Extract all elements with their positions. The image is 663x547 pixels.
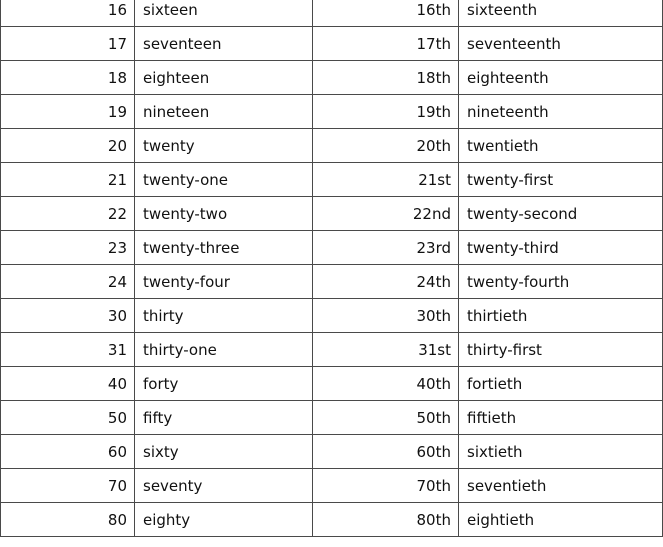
ordinal-word-cell: sixteenth: [459, 0, 663, 27]
cardinal-number-cell: 80: [1, 503, 135, 537]
cardinal-number-cell: 50: [1, 401, 135, 435]
ordinal-word-cell: sixtieth: [459, 435, 663, 469]
cardinal-word-cell: twenty-two: [135, 197, 313, 231]
table-row: [1, 95, 663, 129]
table-row: [1, 129, 663, 163]
ordinal-word-cell: thirtieth: [459, 299, 663, 333]
cardinal-word-cell: sixteen: [135, 0, 313, 27]
cardinal-number-cell: 16: [1, 0, 135, 27]
ordinal-word-cell: eightieth: [459, 503, 663, 537]
cardinal-word-cell: thirty: [135, 299, 313, 333]
ordinal-word-cell: seventeenth: [459, 27, 663, 61]
cardinal-number-cell: 20: [1, 129, 135, 163]
cardinal-word-cell: thirty-one: [135, 333, 313, 367]
table-row: [1, 0, 663, 27]
ordinal-word-cell: eighteenth: [459, 61, 663, 95]
cardinal-word-cell: seventeen: [135, 27, 313, 61]
table-row: [1, 231, 663, 265]
table-row: [1, 401, 663, 435]
ordinal-word-cell: twenty-fourth: [459, 265, 663, 299]
cardinal-word-cell: nineteen: [135, 95, 313, 129]
cardinal-number-cell: 23: [1, 231, 135, 265]
ordinal-word-cell: twenty-second: [459, 197, 663, 231]
ordinal-number-cell: 24th: [313, 265, 459, 299]
ordinal-number-cell: 16th: [313, 0, 459, 27]
table-row: [1, 435, 663, 469]
cardinal-word-cell: forty: [135, 367, 313, 401]
cardinal-number-cell: 40: [1, 367, 135, 401]
cardinal-number-cell: 21: [1, 163, 135, 197]
cardinal-number-cell: 30: [1, 299, 135, 333]
ordinal-number-cell: 50th: [313, 401, 459, 435]
ordinal-word-cell: thirty-first: [459, 333, 663, 367]
table-row: [1, 299, 663, 333]
cardinal-number-cell: 70: [1, 469, 135, 503]
ordinal-number-cell: 20th: [313, 129, 459, 163]
cardinal-word-cell: eighteen: [135, 61, 313, 95]
cardinal-number-cell: 31: [1, 333, 135, 367]
cardinal-number-cell: 17: [1, 27, 135, 61]
table-row: [1, 367, 663, 401]
table-row: [1, 469, 663, 503]
cardinal-number-cell: 24: [1, 265, 135, 299]
ordinal-word-cell: fiftieth: [459, 401, 663, 435]
cardinal-word-cell: twenty-one: [135, 163, 313, 197]
table-row: [1, 197, 663, 231]
table-row: [1, 333, 663, 367]
ordinal-number-cell: 30th: [313, 299, 459, 333]
cardinal-number-cell: 60: [1, 435, 135, 469]
ordinal-number-cell: 23rd: [313, 231, 459, 265]
cardinal-word-cell: twenty-three: [135, 231, 313, 265]
cardinal-word-cell: twenty-four: [135, 265, 313, 299]
ordinal-number-cell: 40th: [313, 367, 459, 401]
table-row: [1, 265, 663, 299]
table-row: [1, 27, 663, 61]
table-row: [1, 503, 663, 537]
cardinal-number-cell: 22: [1, 197, 135, 231]
ordinal-number-cell: 19th: [313, 95, 459, 129]
ordinal-word-cell: twenty-first: [459, 163, 663, 197]
cardinal-word-cell: eighty: [135, 503, 313, 537]
ordinal-word-cell: twenty-third: [459, 231, 663, 265]
ordinal-word-cell: fortieth: [459, 367, 663, 401]
cardinal-word-cell: seventy: [135, 469, 313, 503]
cardinal-number-cell: 19: [1, 95, 135, 129]
table-row: [1, 163, 663, 197]
cardinal-number-cell: 18: [1, 61, 135, 95]
ordinal-word-cell: twentieth: [459, 129, 663, 163]
ordinal-number-cell: 80th: [313, 503, 459, 537]
table-row: [1, 61, 663, 95]
ordinal-number-cell: 60th: [313, 435, 459, 469]
number-table-body: [1, 0, 663, 537]
ordinal-word-cell: seventieth: [459, 469, 663, 503]
ordinal-number-cell: 31st: [313, 333, 459, 367]
cardinal-word-cell: twenty: [135, 129, 313, 163]
ordinal-number-cell: 22nd: [313, 197, 459, 231]
ordinal-number-cell: 21st: [313, 163, 459, 197]
cardinal-word-cell: sixty: [135, 435, 313, 469]
ordinal-number-cell: 17th: [313, 27, 459, 61]
ordinal-number-cell: 70th: [313, 469, 459, 503]
cardinal-word-cell: fifty: [135, 401, 313, 435]
ordinal-word-cell: nineteenth: [459, 95, 663, 129]
ordinal-number-cell: 18th: [313, 61, 459, 95]
